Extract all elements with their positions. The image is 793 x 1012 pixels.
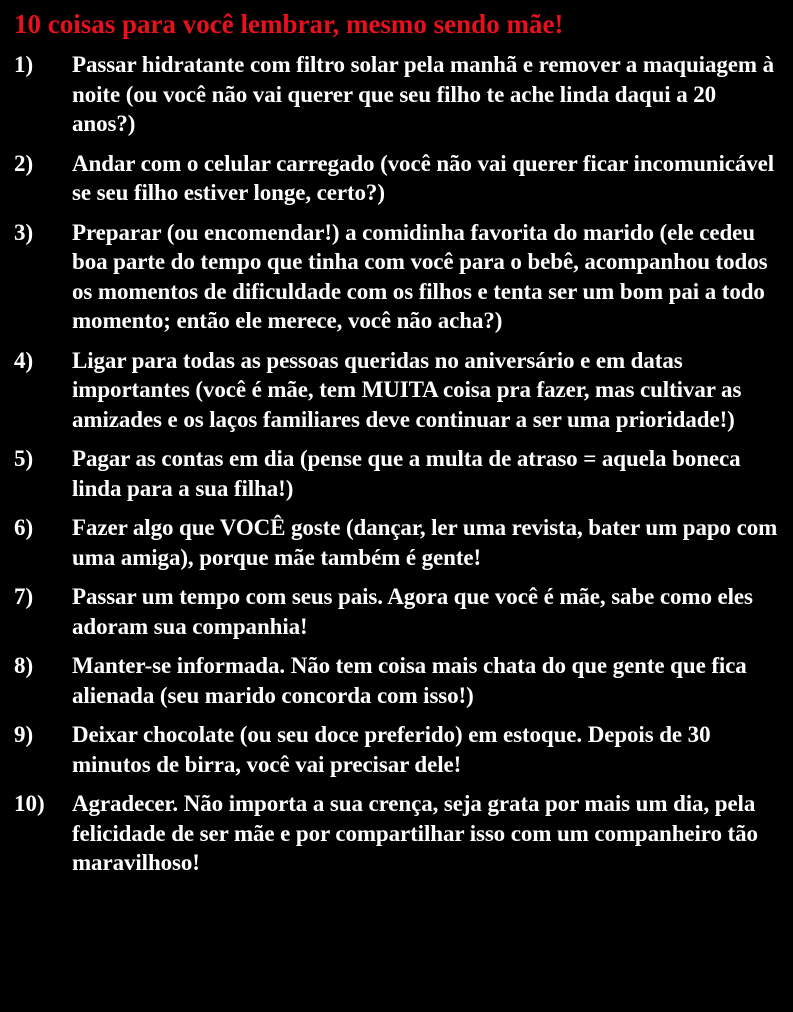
- item-number: 4): [14, 347, 34, 373]
- item-text: Deixar chocolate (ou seu doce preferido) em estoque. Depois de 30 minutos de birra, você vai precisar dele!: [72, 722, 711, 777]
- item-text: Passar hidratante com filtro solar pela manhã e remover a maquiagem à noite (ou você não vai querer que seu filho te ache linda daqui a 20 anos?): [72, 52, 774, 136]
- item-text: Preparar (ou encomendar!) a comidinha favorita do marido (ele cedeu boa parte do tempo que tinha com você para o bebê, acompanhou todos os momentos de dificuldade com os filhos e tenta ser um bom pai a todo momento; então ele merece, você não acha?): [72, 219, 768, 333]
- list-item: [14, 582, 781, 641]
- list-item: [14, 720, 781, 779]
- page-title: 10 coisas para você lembrar, mesmo sendo mãe!: [14, 9, 564, 39]
- item-number: 3): [14, 219, 34, 245]
- item-text: Ligar para todas as pessoas queridas no aniversário e em datas importantes (você é mãe, tem MUITA coisa pra fazer, mas cultivar as amizades e os laços familiares deve continuar a ser uma prioridade!): [72, 347, 742, 432]
- item-number: 5): [14, 446, 34, 471]
- item-number: 10): [14, 791, 45, 816]
- tips-list: [14, 50, 781, 878]
- list-item: [14, 513, 781, 572]
- item-number: 2): [14, 150, 34, 176]
- list-item: [14, 789, 781, 878]
- item-text: Passar um tempo com seus pais. Agora que você é mãe, sabe como eles adoram sua companhia!: [72, 584, 753, 639]
- item-number: 6): [14, 515, 34, 540]
- item-number: 8): [14, 653, 34, 678]
- item-number: 9): [14, 722, 34, 747]
- list-item: [14, 346, 781, 435]
- item-text: Agradecer. Não importa a sua crença, seja grata por mais um dia, pela felicidade de ser mãe e por compartilhar isso com um companheiro tão maravilhoso!: [72, 791, 758, 875]
- list-item: [14, 444, 781, 503]
- item-text: Pagar as contas em dia (pense que a multa de atraso = aquela boneca linda para a sua filha!): [72, 446, 741, 501]
- list-item: [14, 149, 781, 208]
- list-item: [14, 218, 781, 336]
- item-text: Andar com o celular carregado (você não vai querer ficar incomunicável se seu filho estiver longe, certo?): [72, 150, 775, 205]
- list-item: [14, 651, 781, 710]
- item-number: 7): [14, 584, 34, 609]
- item-text: Fazer algo que VOCÊ goste (dançar, ler uma revista, bater um papo com uma amiga), porque mãe também é gente!: [72, 515, 778, 570]
- item-text: Manter-se informada. Não tem coisa mais chata do que gente que fica alienada (seu marido concorda com isso!): [72, 653, 747, 708]
- item-number: 1): [14, 52, 34, 77]
- list-item: [14, 50, 781, 139]
